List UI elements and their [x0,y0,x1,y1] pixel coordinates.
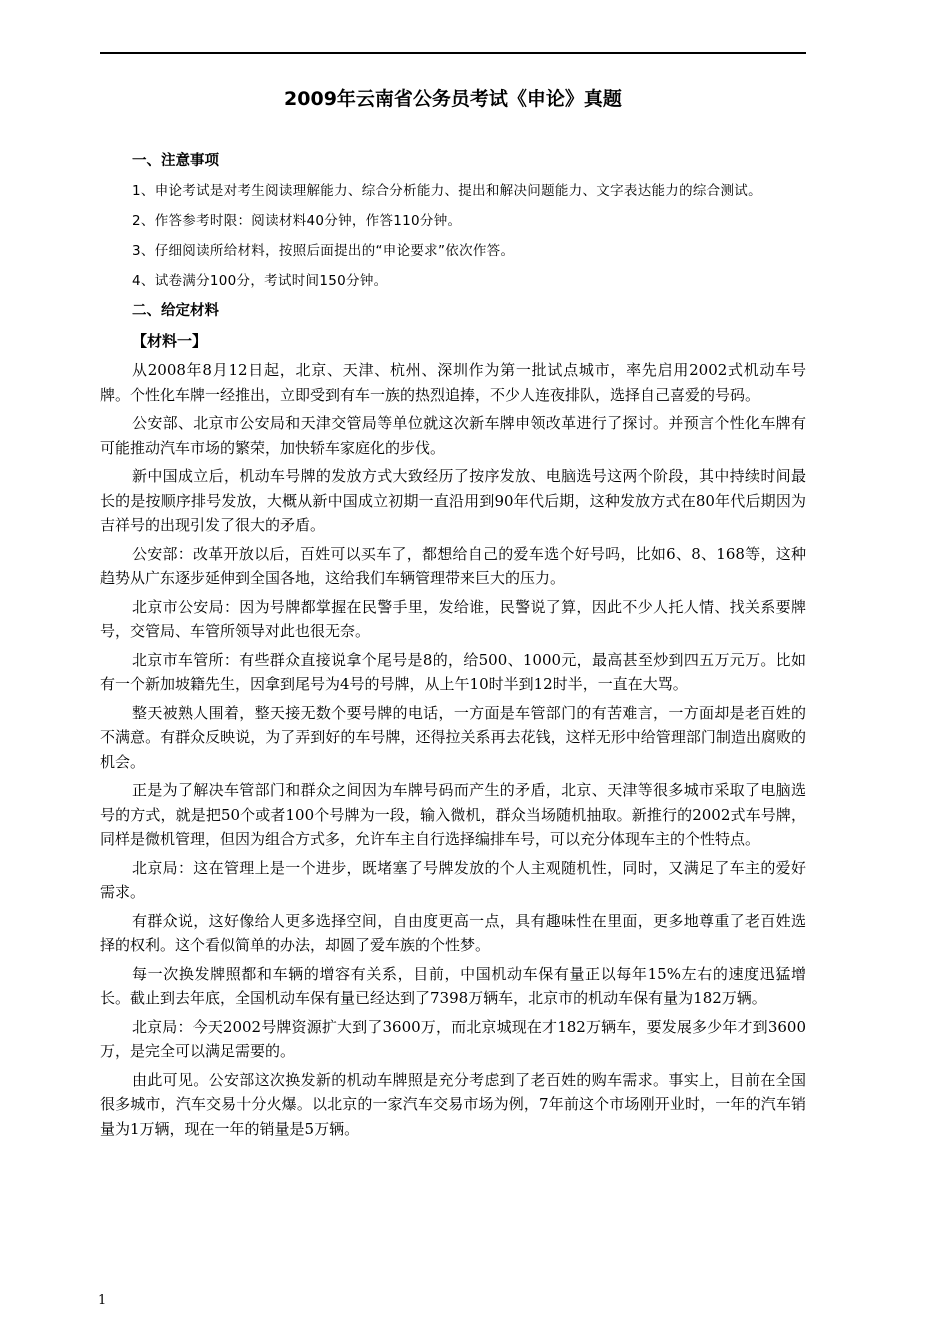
document-body [100,148,806,1145]
section-heading-notes: 一、注意事项 [132,153,219,169]
material-paragraph: 公安部、北京市公安局和天津交管局等单位就这次新车牌申领改革进行了探讨。并预言个性化车牌有可能推动汽车市场的繁荣，加快轿车家庭化的步伐。 [100,414,806,457]
material-paragraph: 新中国成立后，机动车号牌的发放方式大致经历了按序发放、电脑选号这两个阶段，其中持续时间最长的是按顺序排号发放，大概从新中国成立初期一直沿用到90年代后期，这种发放方式在80年代后期因为吉祥号的出现引发了很大的矛盾。 [100,467,806,534]
material-paragraph: 正是为了解决车管部门和群众之间因为车牌号码而产生的矛盾，北京、天津等很多城市采取了电脑选号的方式，就是把50个或者100个号牌为一段，输入微机，群众当场随机抽取。新推行的2002式车号牌，同样是微机管理，但因为组合方式多，允许车主自行选择编排车号，可以充分体现车主的个性特点。 [100,781,806,848]
note-item: 1、申论考试是对考生阅读理解能力、综合分析能力、提出和解决问题能力、文字表达能力的综合测试。 [132,183,762,199]
material-paragraph: 公安部：改革开放以后，百姓可以买车了，都想给自己的爱车选个好号吗，比如6、8、168等，这种趋势从广东逐步延伸到全国各地，这给我们车辆管理带来巨大的压力。 [100,544,806,587]
material-paragraph: 由此可见。公安部这次换发新的机动车牌照是充分考虑到了老百姓的购车需求。事实上，目前在全国很多城市，汽车交易十分火爆。以北京的一家汽车交易市场为例，7年前这个市场刚开业时，一年的汽车销量为1万辆，现在一年的销量是5万辆。 [100,1070,806,1138]
material-paragraph: 北京市车管所：有些群众直接说拿个尾号是8的，给500、1000元，最高甚至炒到四五万元万。比如有一个新加坡籍先生，因拿到尾号为4号的号牌，从上午10时半到12时半，一直在大骂。 [100,650,806,693]
note-item: 3、仔细阅读所给材料，按照后面提出的“申论要求”依次作答。 [132,243,515,259]
note-item: 2、作答参考时限：阅读材料40分钟，作答110分钟。 [132,213,462,229]
material-paragraph: 有群众说，这好像给人更多选择空间，自由度更高一点，具有趣味性在里面，更多地尊重了老百姓选择的权利。这个看似简单的办法，却圆了爱车族的个性梦。 [100,911,806,954]
material-paragraph: 从2008年8月12日起，北京、天津、杭州、深圳作为第一批试点城市，率先启用2002式机动车号牌。个性化车牌一经推出，立即受到有车一族的热烈追捧，不少人连夜排队，选择自己喜爱的号码。 [100,361,806,404]
section-heading-materials: 二、给定材料 [132,303,219,319]
material-paragraph: 每一次换发牌照都和车辆的增容有关系，目前，中国机动车保有量正以每年15%左右的速度迅猛增长。截止到去年底，全国机动车保有量已经达到了7398万辆车，北京市的机动车保有量为182万辆。 [100,964,806,1007]
material-paragraph: 北京局：这在管理上是一个进步，既堵塞了号牌发放的个人主观随机性，同时，又满足了车主的爱好需求。 [100,858,806,901]
material-paragraph: 北京局：今天2002号牌资源扩大到了3600万，而北京城现在才182万辆车，要发展多少年才到3600万，是完全可以满足需要的。 [100,1017,806,1060]
page-title: 2009年云南省公务员考试《申论》真题 [284,88,622,110]
note-item: 4、试卷满分100分，考试时间150分钟。 [132,273,388,289]
material-paragraph: 北京市公安局：因为号牌都掌握在民警手里，发给谁，民警说了算，因此不少人托人情、找关系要牌号，交管局、车管所领导对此也很无奈。 [100,597,806,640]
page-number: 1 [98,1293,107,1308]
material-paragraph: 整天被熟人围着，整天接无数个要号牌的电话，一方面是车管部门的有苦难言，一方面却是老百姓的不满意。有群众反映说，为了弄到好的车号牌，还得拉关系再去花钱，这样无形中给管理部门制造出腐败的机会。 [100,703,806,771]
material-title: 【材料一】 [132,332,208,350]
header-rule [100,52,806,54]
